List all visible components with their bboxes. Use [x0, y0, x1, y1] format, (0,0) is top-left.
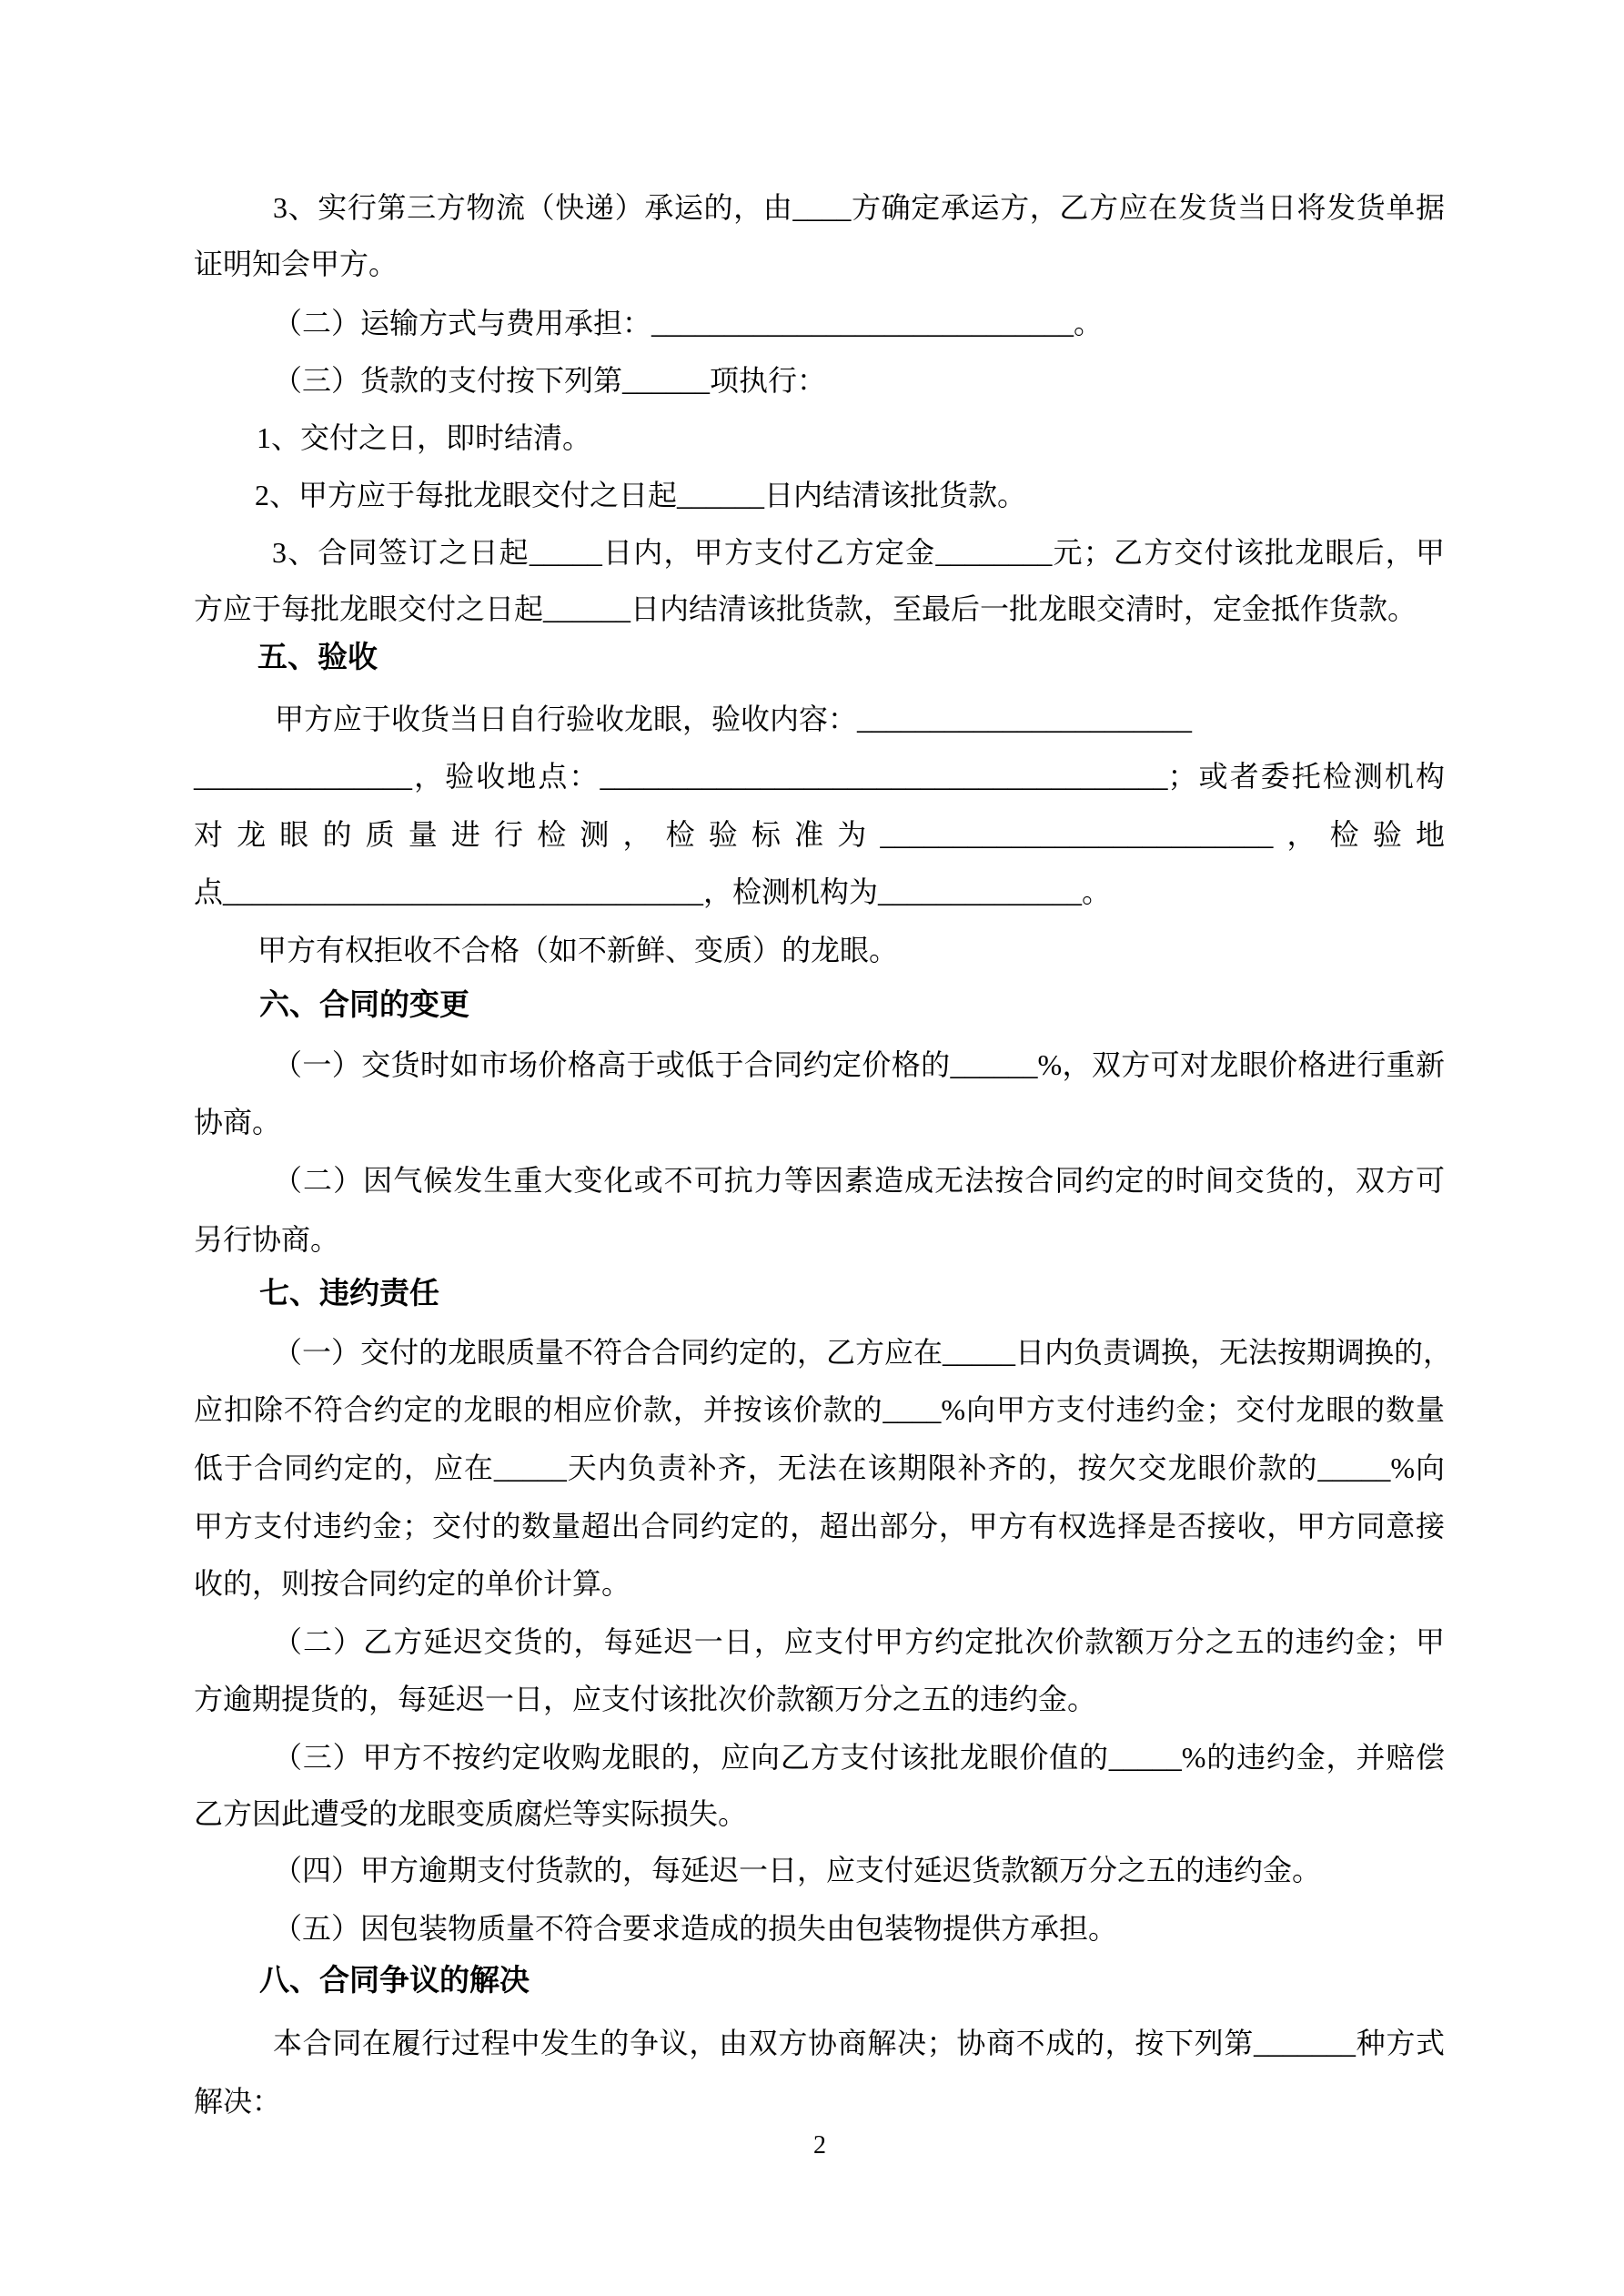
text-line: 甲方有权拒收不合格（如不新鲜、变质）的龙眼。 [257, 934, 899, 966]
text-line: 协商。 [194, 1106, 282, 1138]
text-line: 另行协商。 [194, 1223, 340, 1256]
text-line: 证明知会甲方。 [194, 248, 398, 280]
page-number: 2 [813, 2131, 826, 2159]
text-line: 应扣除不符合约定的龙眼的相应价款，并按该价款的____%向甲方支付违约金；交付龙眼的数量 [194, 1393, 1445, 1426]
text-line: （二）运输方式与费用承担：_____________________________。 [273, 307, 1104, 339]
text-line: 本合同在履行过程中发生的争议，由双方协商解决；协商不成的，按下列第_______种方式 [273, 2027, 1445, 2059]
text-line: （四）甲方逾期支付货款的，每延迟一日，应支付延迟货款额万分之五的违约金。 [273, 1854, 1322, 1886]
text-line: 甲方应于收货当日自行验收龙眼，验收内容：_______________________ [275, 703, 1193, 735]
text-line: 点_________________________________，检测机构为______________。 [194, 875, 1112, 908]
section-heading: 八、合同争议的解决 [259, 1962, 530, 1998]
text-line: （二）乙方延迟交货的，每延迟一日，应支付甲方约定批次价款额万分之五的违约金；甲 [273, 1625, 1445, 1658]
section-heading: 六、合同的变更 [259, 986, 469, 1022]
text-line: 方应于每批龙眼交付之日起______日内结清该批货款，至最后一批龙眼交清时，定金抵作货款。 [194, 592, 1417, 625]
text-line: 3、实行第三方物流（快递）承运的，由____方确定承运方，乙方应在发货当日将发货单据 [273, 191, 1445, 224]
text-line: 收的，则按合同约定的单价计算。 [194, 1567, 631, 1600]
text-line: （五）因包装物质量不符合要求造成的损失由包装物提供方承担。 [273, 1912, 1118, 1945]
text-line: 甲方支付违约金；交付的数量超出合同约定的，超出部分，甲方有权选择是否接收，甲方同意接 [194, 1510, 1445, 1542]
text-line: 1、交付之日，即时结清。 [257, 421, 592, 454]
section-heading: 五、验收 [257, 639, 378, 674]
text-line: 对龙眼的质量进行检测，检验标准为___________________________，检验地 [194, 818, 1445, 851]
text-line: _______________，验收地点：_______________________________________；或者委托检测机构 [194, 760, 1445, 793]
text-line: 乙方因此遭受的龙眼变质腐烂等实际损失。 [194, 1797, 748, 1830]
section-heading: 七、违约责任 [259, 1275, 439, 1310]
text-line: 3、合同签订之日起_____日内，甲方支付乙方定金________元；乙方交付该批龙眼后，甲 [272, 536, 1445, 569]
text-line: 2、甲方应于每批龙眼交付之日起______日内结清该批货款。 [255, 479, 1027, 511]
text-line: （三）甲方不按约定收购龙眼的，应向乙方支付该批龙眼价值的_____%的违约金，并赔偿 [273, 1741, 1445, 1774]
text-line: （三）货款的支付按下列第______项执行： [273, 364, 827, 397]
text-line: （一）交付的龙眼质量不符合合同约定的，乙方应在_____日内负责调换，无法按期调换的， [273, 1336, 1453, 1369]
text-line: 低于合同约定的，应在_____天内负责补齐，无法在该期限补齐的，按欠交龙眼价款的_____%向 [194, 1451, 1445, 1484]
text-line: （一）交货时如市场价格高于或低于合同约定价格的______%，双方可对龙眼价格进行重新 [273, 1048, 1445, 1081]
text-line: 解决： [194, 2085, 282, 2118]
text-line: 方逾期提货的，每延迟一日，应支付该批次价款额万分之五的违约金。 [194, 1683, 1097, 1715]
text-line: （二）因气候发生重大变化或不可抗力等因素造成无法按合同约定的时间交货的，双方可 [273, 1164, 1445, 1197]
